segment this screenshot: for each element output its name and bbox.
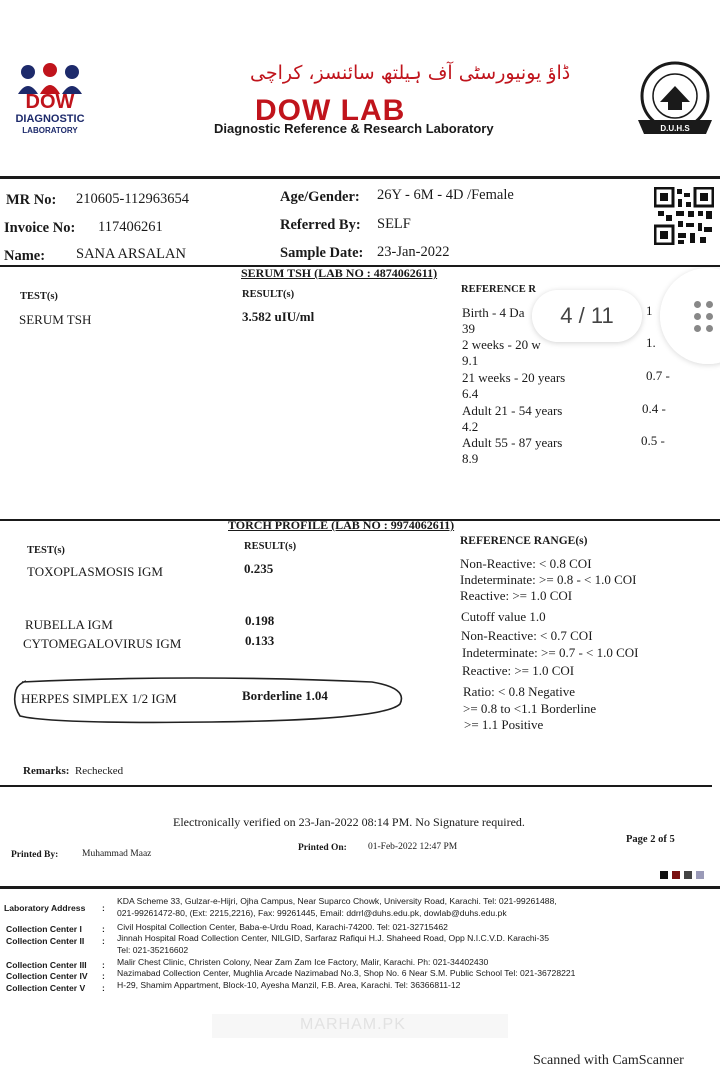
lab-title: DOW LAB	[255, 94, 406, 127]
dow-diagnostic-logo	[4, 58, 100, 142]
torch-ref-line: Non-Reactive: < 0.8 COI	[460, 556, 592, 571]
invoice-value: 117406261	[98, 219, 163, 235]
invoice-label: Invoice No:	[4, 220, 76, 236]
watermark: MARHAM.PK	[300, 1016, 406, 1033]
torch-ref-line: >= 0.8 to <1.1 Borderline	[463, 701, 597, 716]
tsh-section-title: SERUM TSH (LAB NO : 4874062611)	[241, 266, 438, 280]
header-rule	[0, 176, 720, 179]
referred-value: SELF	[377, 216, 411, 232]
footer-label: Collection Center II	[6, 936, 85, 946]
printed-by-value: Muhammad Maaz	[82, 849, 152, 859]
tsh-range-low: 0.4 -	[642, 401, 666, 416]
sample-date-label: Sample Date:	[280, 245, 364, 261]
urdu-title: ڈاؤ یونیورسٹی آف ہیلتھ سائنسز، کراچی	[250, 62, 571, 84]
referred-label: Referred By:	[280, 217, 361, 233]
tsh-range-low: 0.5 -	[641, 433, 665, 448]
age-value: 26Y - 6M - 4D /Female	[377, 187, 514, 203]
svg-text:DIAGNOSTIC: DIAGNOSTIC	[15, 113, 85, 125]
footer-sep: :	[102, 903, 105, 913]
tsh-range-row: 21 weeks - 20 years 6.4	[462, 370, 566, 401]
footer-line: Malir Chest Clinic, Christen Colony, Near Zam Zam Ice Factory, Malir, Karachi. Ph: 021-34402430	[117, 957, 489, 967]
footer-sep: :	[102, 936, 105, 946]
footer-label: Collection Center V	[6, 983, 86, 993]
mr-value: 210605-112963654	[76, 191, 190, 207]
footer-sep: :	[102, 960, 105, 970]
footer-line: Nazimabad Collection Center, Mughlia Arcade Nazimabad No.3, Shop No. 6 Near S.M. Public School Tel: 021-36728221	[117, 968, 576, 978]
tsh-col-reference: REFERENCE R	[461, 284, 536, 295]
footer-sep: :	[102, 983, 105, 993]
tsh-range-low: 0.7 -	[646, 368, 670, 383]
svg-text:LABORATORY: LABORATORY	[22, 126, 78, 135]
torch-ref-line: Reactive: >= 1.0 COI	[462, 663, 575, 678]
torch-test-name: CYTOMEGALOVIRUS IGM	[23, 636, 182, 651]
tsh-range-low: 1.	[646, 335, 656, 350]
printed-on-label: Printed On:	[298, 843, 347, 853]
footer-line: Tel: 021-35216602	[117, 945, 189, 955]
torch-ref-line: Indeterminate: >= 0.7 - < 1.0 COI	[462, 645, 639, 660]
verification-note: Electronically verified on 23-Jan-2022 08:14 PM. No Signature required.	[173, 815, 525, 829]
tsh-col-result: RESULT(s)	[242, 289, 295, 300]
sample-date-value: 23-Jan-2022	[377, 244, 450, 260]
torch-ref-line: Ratio: < 0.8 Negative	[463, 684, 576, 699]
tsh-range-row: 2 weeks - 20 w 9.1	[462, 337, 541, 368]
torch-test-name: RUBELLA IGM	[25, 617, 113, 632]
duhs-seal-logo	[630, 60, 720, 140]
footer-sep: :	[102, 924, 105, 934]
svg-text:DOW: DOW	[25, 91, 75, 113]
age-label: Age/Gender:	[280, 189, 360, 205]
footer-rule	[0, 886, 720, 889]
torch-ref-line: Indeterminate: >= 0.8 - < 1.0 COI	[460, 572, 637, 587]
torch-col-test: TEST(s)	[27, 545, 65, 556]
torch-result: Borderline 1.04	[242, 688, 328, 703]
name-value: SANA ARSALAN	[76, 246, 186, 262]
footer-label: Collection Center III	[6, 960, 87, 970]
torch-test-name: TOXOPLASMOSIS IGM	[27, 564, 163, 579]
torch-result: 0.235	[244, 561, 274, 576]
footer-sep: :	[102, 971, 105, 981]
tsh-range-row: Adult 55 - 87 years 8.9	[462, 435, 563, 466]
footer-label: Collection Center IV	[6, 971, 88, 981]
torch-ref-line: Non-Reactive: < 0.7 COI	[461, 628, 593, 643]
footer-line: KDA Scheme 33, Gulzar-e-Hijri, Ojha Campus, Near Suparco Chowk, University Road, Karachi. Tel: 021-99261488,	[117, 896, 557, 906]
tsh-range-row: Adult 21 - 54 years 4.2	[462, 403, 563, 434]
hand-drawn-circle	[12, 676, 406, 726]
mr-label: MR No:	[6, 192, 57, 208]
tsh-range-low: 1	[646, 303, 653, 318]
dots-grid-icon[interactable]	[660, 268, 720, 364]
remarks-rule	[0, 785, 712, 787]
torch-ref-line: Reactive: >= 1.0 COI	[460, 588, 573, 603]
qr-code-icon	[654, 187, 714, 245]
footer-line: H-29, Shamim Appartment, Block-10, Ayesha Manzil, F.B. Area, Karachi. Tel: 36366811-12	[117, 980, 461, 990]
torch-col-result: RESULT(s)	[244, 541, 297, 552]
printed-on-value: 01-Feb-2022 12:47 PM	[368, 842, 458, 852]
footer-line: Jinnah Hospital Road Collection Center, NILGID, Sarfaraz Rafiqui H.J. Shaheed Road, Opp N.I.C.V.D. Karachi-35	[117, 933, 549, 943]
torch-result: 0.133	[245, 633, 275, 648]
tsh-col-test: TEST(s)	[20, 291, 58, 302]
torch-ref-line: Cutoff value 1.0	[461, 609, 546, 624]
svg-text:D.U.H.S: D.U.H.S	[660, 124, 690, 133]
torch-section-title: TORCH PROFILE (LAB NO : 9974062611)	[228, 518, 455, 532]
page-number: Page 2 of 5	[626, 834, 675, 845]
color-bar-marks	[660, 866, 704, 884]
tsh-range-row: Birth - 4 Da 39	[462, 305, 525, 336]
footer-line: 021-99261472-80, (Ext: 2215,2216), Fax: 99261445, Email: ddrrl@duhs.edu.pk, dowlab@duhs.edu.pk	[117, 908, 507, 918]
torch-col-reference: REFERENCE RANGE(s)	[460, 535, 588, 547]
remarks: Remarks: Rechecked	[23, 765, 124, 777]
torch-test-name: HERPES SIMPLEX 1/2 IGM	[21, 691, 177, 706]
footer-line: Civil Hospital Collection Center, Baba-e-Urdu Road, Karachi-74200. Tel: 021-32715462	[117, 922, 448, 932]
tsh-result: 3.582 uIU/ml	[242, 309, 315, 324]
printed-by-label: Printed By:	[11, 850, 59, 860]
footer-label: Collection Center I	[6, 924, 82, 934]
name-label: Name:	[4, 248, 46, 264]
torch-ref-line: >= 1.1 Positive	[464, 717, 544, 732]
page-indicator: 4 / 11	[532, 290, 642, 342]
camscanner-label: Scanned with CamScanner	[533, 1053, 684, 1068]
footer-label: Laboratory Address	[4, 903, 86, 913]
lab-subtitle: Diagnostic Reference & Research Laboratory	[214, 121, 494, 136]
torch-result: 0.198	[245, 613, 275, 628]
tsh-test-name: SERUM TSH	[19, 312, 92, 327]
